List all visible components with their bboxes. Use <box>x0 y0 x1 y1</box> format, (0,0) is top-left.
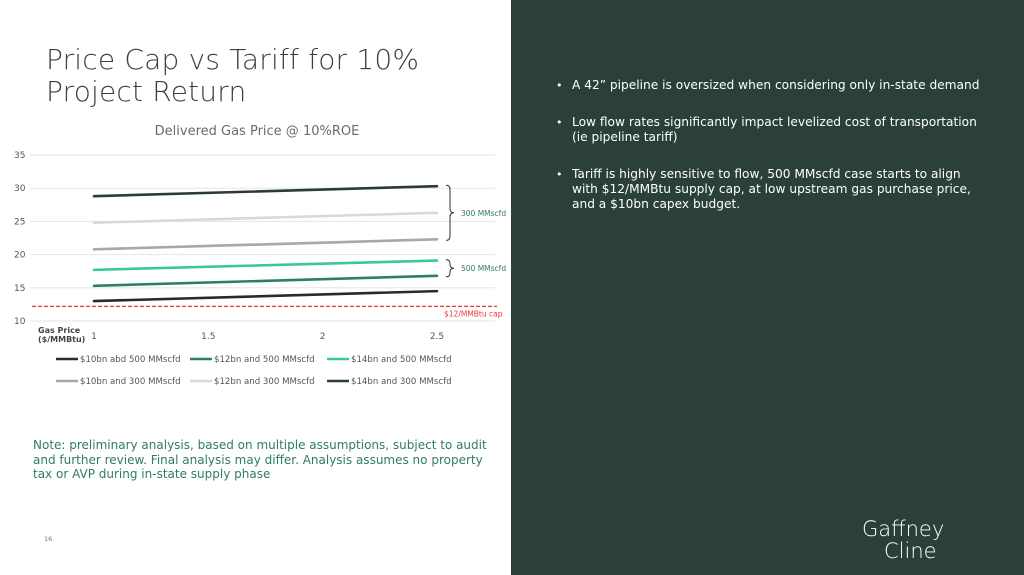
y-tick-label: 30 <box>14 184 26 195</box>
y-tick-label: 25 <box>14 217 26 228</box>
left-panel <box>0 0 511 575</box>
legend-label: $12bn and 300 MMscfd <box>214 377 315 387</box>
page-number: 16 <box>44 535 53 543</box>
y-tick-label: 10 <box>14 317 26 327</box>
analysis-note: Note: preliminary analysis, based on multiple assumptions, subject to audit and further review. Final analysis may differ. Analysis assumes no property tax or AVP during in-state supply phase <box>33 438 487 481</box>
series-line <box>94 261 437 270</box>
logo-line-1: Gaffney <box>862 517 945 541</box>
series-line <box>94 239 437 249</box>
x-axis-label-line2: ($/MMBtu) <box>38 335 86 344</box>
y-tick-label: 20 <box>14 250 26 261</box>
bracket-annotations <box>446 185 506 277</box>
bracket-300-label: 300 MMscfd <box>461 208 507 218</box>
legend-label: $14bn and 500 MMscfd <box>351 355 452 365</box>
x-axis-label-line1: Gas Price <box>38 326 81 335</box>
series-line <box>94 291 437 301</box>
bracket-300-bracket <box>446 185 454 240</box>
x-axis-ticks <box>38 326 444 344</box>
chart-title: Delivered Gas Price @ 10%ROE <box>154 124 360 139</box>
legend-label: $10bn abd 500 MMscfd <box>80 355 181 365</box>
bullet-list <box>556 78 986 234</box>
y-tick-label: 15 <box>14 283 26 294</box>
series-line <box>94 276 437 286</box>
y-tick-label: 35 <box>14 151 26 161</box>
series-lines <box>94 186 437 301</box>
legend-label: $10bn and 300 MMscfd <box>80 377 181 387</box>
gaffney-cline-logo <box>862 518 972 562</box>
y-axis-ticks <box>14 151 26 327</box>
chart-legend <box>56 355 452 387</box>
slide-title: Price Cap vs Tariff for 10% Project Return <box>46 43 420 108</box>
cap-line-group <box>32 306 503 318</box>
x-tick-label: 1 <box>91 332 97 342</box>
chart <box>0 118 511 398</box>
x-tick-label: 2 <box>319 332 326 342</box>
x-tick-label: 2.5 <box>429 332 445 342</box>
x-tick-label: 1.5 <box>201 332 216 342</box>
bullet-item: • Tariff is highly sensitive to flow, 500 MMscfd case starts to align with $12/MMBtu supply cap, at low upstream gas purchase price, and a $10bn capex budget. <box>556 167 986 212</box>
cap-line-label: $12/MMBtu cap <box>444 309 503 319</box>
legend-label: $14bn and 300 MMscfd <box>351 377 452 387</box>
bracket-500-label: 500 MMscfd <box>461 264 507 274</box>
bracket-500-bracket <box>446 260 454 277</box>
logo-line-2: Cline <box>884 539 937 563</box>
bullet-item: • Low flow rates significantly impact levelized cost of transportation (ie pipeline tariff) <box>556 115 986 145</box>
legend-label: $12bn and 500 MMscfd <box>214 355 315 365</box>
bullet-item: • A 42” pipeline is oversized when considering only in-state demand <box>556 78 986 93</box>
